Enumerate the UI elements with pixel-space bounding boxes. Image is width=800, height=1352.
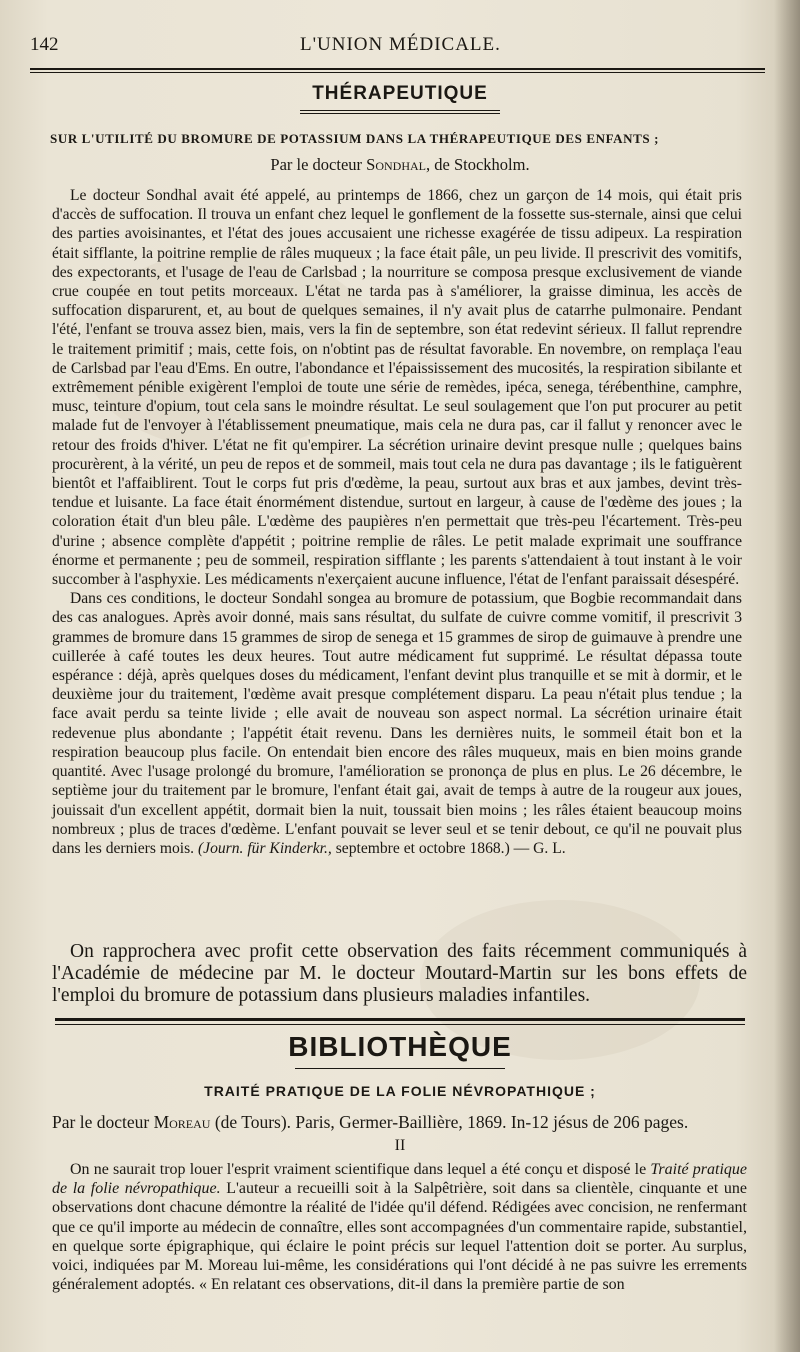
byline-author: Moreau xyxy=(153,1112,211,1132)
review-text-lead: On ne saurait trop louer l'esprit vraiment scientifique dans lequel a été conçu et disposé le xyxy=(70,1161,651,1178)
section-rule-thin xyxy=(55,1024,745,1025)
byline-prefix: Par le docteur xyxy=(270,155,363,174)
byline-suffix: (de Tours). Paris, Germer-Baillière, 1869. In-12 jésus de 206 pages. xyxy=(210,1112,689,1132)
section-rule xyxy=(55,1018,745,1021)
header-rule xyxy=(30,68,765,70)
book-title: TRAITÉ PRATIQUE DE LA FOLIE NÉVROPATHIQUE ; xyxy=(204,1083,596,1099)
review-book-title: Traité pratique de la folie névropathique. xyxy=(52,1161,748,1198)
citation-rest: septembre et octobre 1868.) — G. L. xyxy=(331,839,566,857)
section-number: II xyxy=(394,1137,406,1154)
paragraph-text: Dans ces conditions, le docteur Sondahl songea au bromure de potassium, que Bogbie recommandait dans des cas analogues. Après avoir donné, mais sans résultat, du sulfate de cuivre comme vomitif, il prescrivit 3 grammes de bromure dans 15 grammes de sirop de senega et 15 grammes de sirop de guimauve à prendre une cuillerée à café toutes les deux heures. Tout autre médicament fut supprimé. Le résultat dépassa toute espérance : déjà, après quelques doses du médicament, l'enfant devint plus tranquille et se mit à dormir, et le deuxième jour du traitement, l'œdème avait presque complétement disparu. La peau n'était plus tendue ; la face avait perdu sa teinte livide ; elle avait de nouveau son aspect normal. La sécrétion urinaire était redevenue plus abondante ; l'appétit était revenu. Dans les dernières nuits, le sommeil était bon et la respiration beaucoup plus facile. On entendait bien encore des râles muqueux, mais en bien moins grande quantité. Avec l'usage prolongé du bromure, l'amélioration se prononça de plus en plus. Le 26 décembre, le septième jour du traitement par le bromure, l'enfant était gai, avait de temps à autre de la rougeur aux joues, jouissait d'un excellent appétit, dormait bien la nuit, toussait bien moins ; les râles étaient beaucoup moins nombreux ; plus de traces d'œdème. L'enfant pouvait se lever seul et se tenir debout, ce qu'il ne pouvait plus dans les derniers mois. xyxy=(52,590,742,857)
review-body xyxy=(52,1160,747,1294)
review-text-rest: L'auteur a recueilli soit à la Salpêtrière, soit dans sa clientèle, cinquante et une observations dont chacune démontre la réalité de l'idée qu'il défend. Rédigées avec concision, ne renfermant que ce qu'il importe au médecin de connaître, elles sont accompagnées d'un commentaire rapide, substantiel, en quelque sorte épigraphique, qui éclaire le point précis sur lequel l'attention doit se porter. Au surplus, voici, indiquées par M. Moreau lui-même, les considérations qui l'ont décidé à ne pas suivre les errements généralement adoptés. « En relatant ces observations, dit-il dans la première partie de son xyxy=(52,1180,748,1294)
section-title-therapeutique: THÉRAPEUTIQUE xyxy=(312,83,488,104)
page-number: 142 xyxy=(30,34,59,55)
citation-journal: (Journ. für Kinderkr., xyxy=(197,839,332,857)
section-title-bibliotheque: BIBLIOTHÈQUE xyxy=(288,1031,512,1062)
section-underline xyxy=(295,1068,505,1069)
closing-note: On rapprochera avec profit cette observation des faits récemment communiqués à l'Académie de médecine par M. le docteur Moutard-Martin sur les bons effets de l'emploi du bromure de potassium dans plusieurs maladies infantiles. xyxy=(52,941,747,1006)
header-rule-thin xyxy=(30,72,765,73)
journal-title: L'UNION MÉDICALE. xyxy=(300,34,501,55)
byline-suffix: , de Stockholm. xyxy=(426,155,530,174)
article-paragraph: Le docteur Sondhal avait été appelé, au printemps de 1866, chez un garçon de 14 mois, qui était pris d'accès de suffocation. Il trouva un enfant chez lequel le gonflement de la fossette sus-sternale, ainsi que celui des parties avoisinantes, et l'état des joues accusaient une richesse exagérée de tissu adipeux. La respiration était sifflante, la poitrine remplie de râles muqueux ; la face était pâle, un peu livide. Il prescrivit des vomitifs, des expectorants, et l'usage de l'eau de Carlsbad ; la nourriture se composa presque exclusivement de viande crue coupée en tout petits morceaux. L'état ne tarda pas à s'améliorer, la graisse diminua, les accès de suffocation disparurent, et, au bout de quelques semaines, il n'y avait plus de catarrhe pulmonaire. Pendant l'été, l'enfant se trouva assez bien, mais, vers la fin de septembre, son état redevint sérieux. Il fallut reprendre le traitement primitif ; mais, cette fois, on n'obtint pas de résultat favorable. En novembre, on remplaça l'eau de Carlsbad par l'eau d'Ems. En outre, l'abondance et l'épaississement des mucosités, la respiration sibilante et extrêmement pénible exigèrent l'emploi de toute une série de remèdes, ipéca, senega, térébenthine, camphre, musc, teinture d'opium, tout cela sans le moindre résultat. Le seul soulagement que l'on put procurer au petit malade fut de l'envoyer à l'établissement pneumatique, mais cela ne dura pas, car il fallut y renoncer avec le retour des froids d'hiver. L'état ne fit qu'empirer. La sécrétion urinaire devint presque nulle ; quelques bains procurèrent, à la vérité, un peu de repos et de sommeil, mais tout cela ne dura pas davantage ; ils le fatiguèrent bientôt et l'affaiblirent. Tout le corps fut pris d'œdème, la peau, surtout aux bras et aux jambes, devint très-tendue et luisante. La face était énormément distendue, surtout en largeur, à cause de l'œdème des joues ; la coloration était d'un bleu pâle. L'œdème des paupières n'en permettait que très-peu l'écartement. Très-peu d'urine ; absence complète d'appétit ; poitrine remplie de râles. Le petit malade exprimait une souffrance énorme et permanente ; peu de sommeil, respiration sifflante ; les parents s'attendaient à tout instant à le voir succomber à l'asphyxie. Les médicaments n'exerçaient aucune influence, l'état de l'enfant paraissait désespéré. xyxy=(52,187,742,589)
article-title: SUR L'UTILITÉ DU BROMURE DE POTASSIUM DANS LA THÉRAPEUTIQUE DES ENFANTS ; xyxy=(50,131,660,146)
section-underline xyxy=(300,113,500,114)
section-underline xyxy=(300,110,500,111)
book-byline xyxy=(52,1112,744,1133)
article-byline xyxy=(0,155,800,175)
byline-prefix: Par le docteur xyxy=(52,1112,150,1132)
article-body xyxy=(52,186,742,858)
byline-author: Sondhal xyxy=(366,155,427,174)
running-head xyxy=(30,34,765,58)
article-paragraph xyxy=(52,589,742,858)
